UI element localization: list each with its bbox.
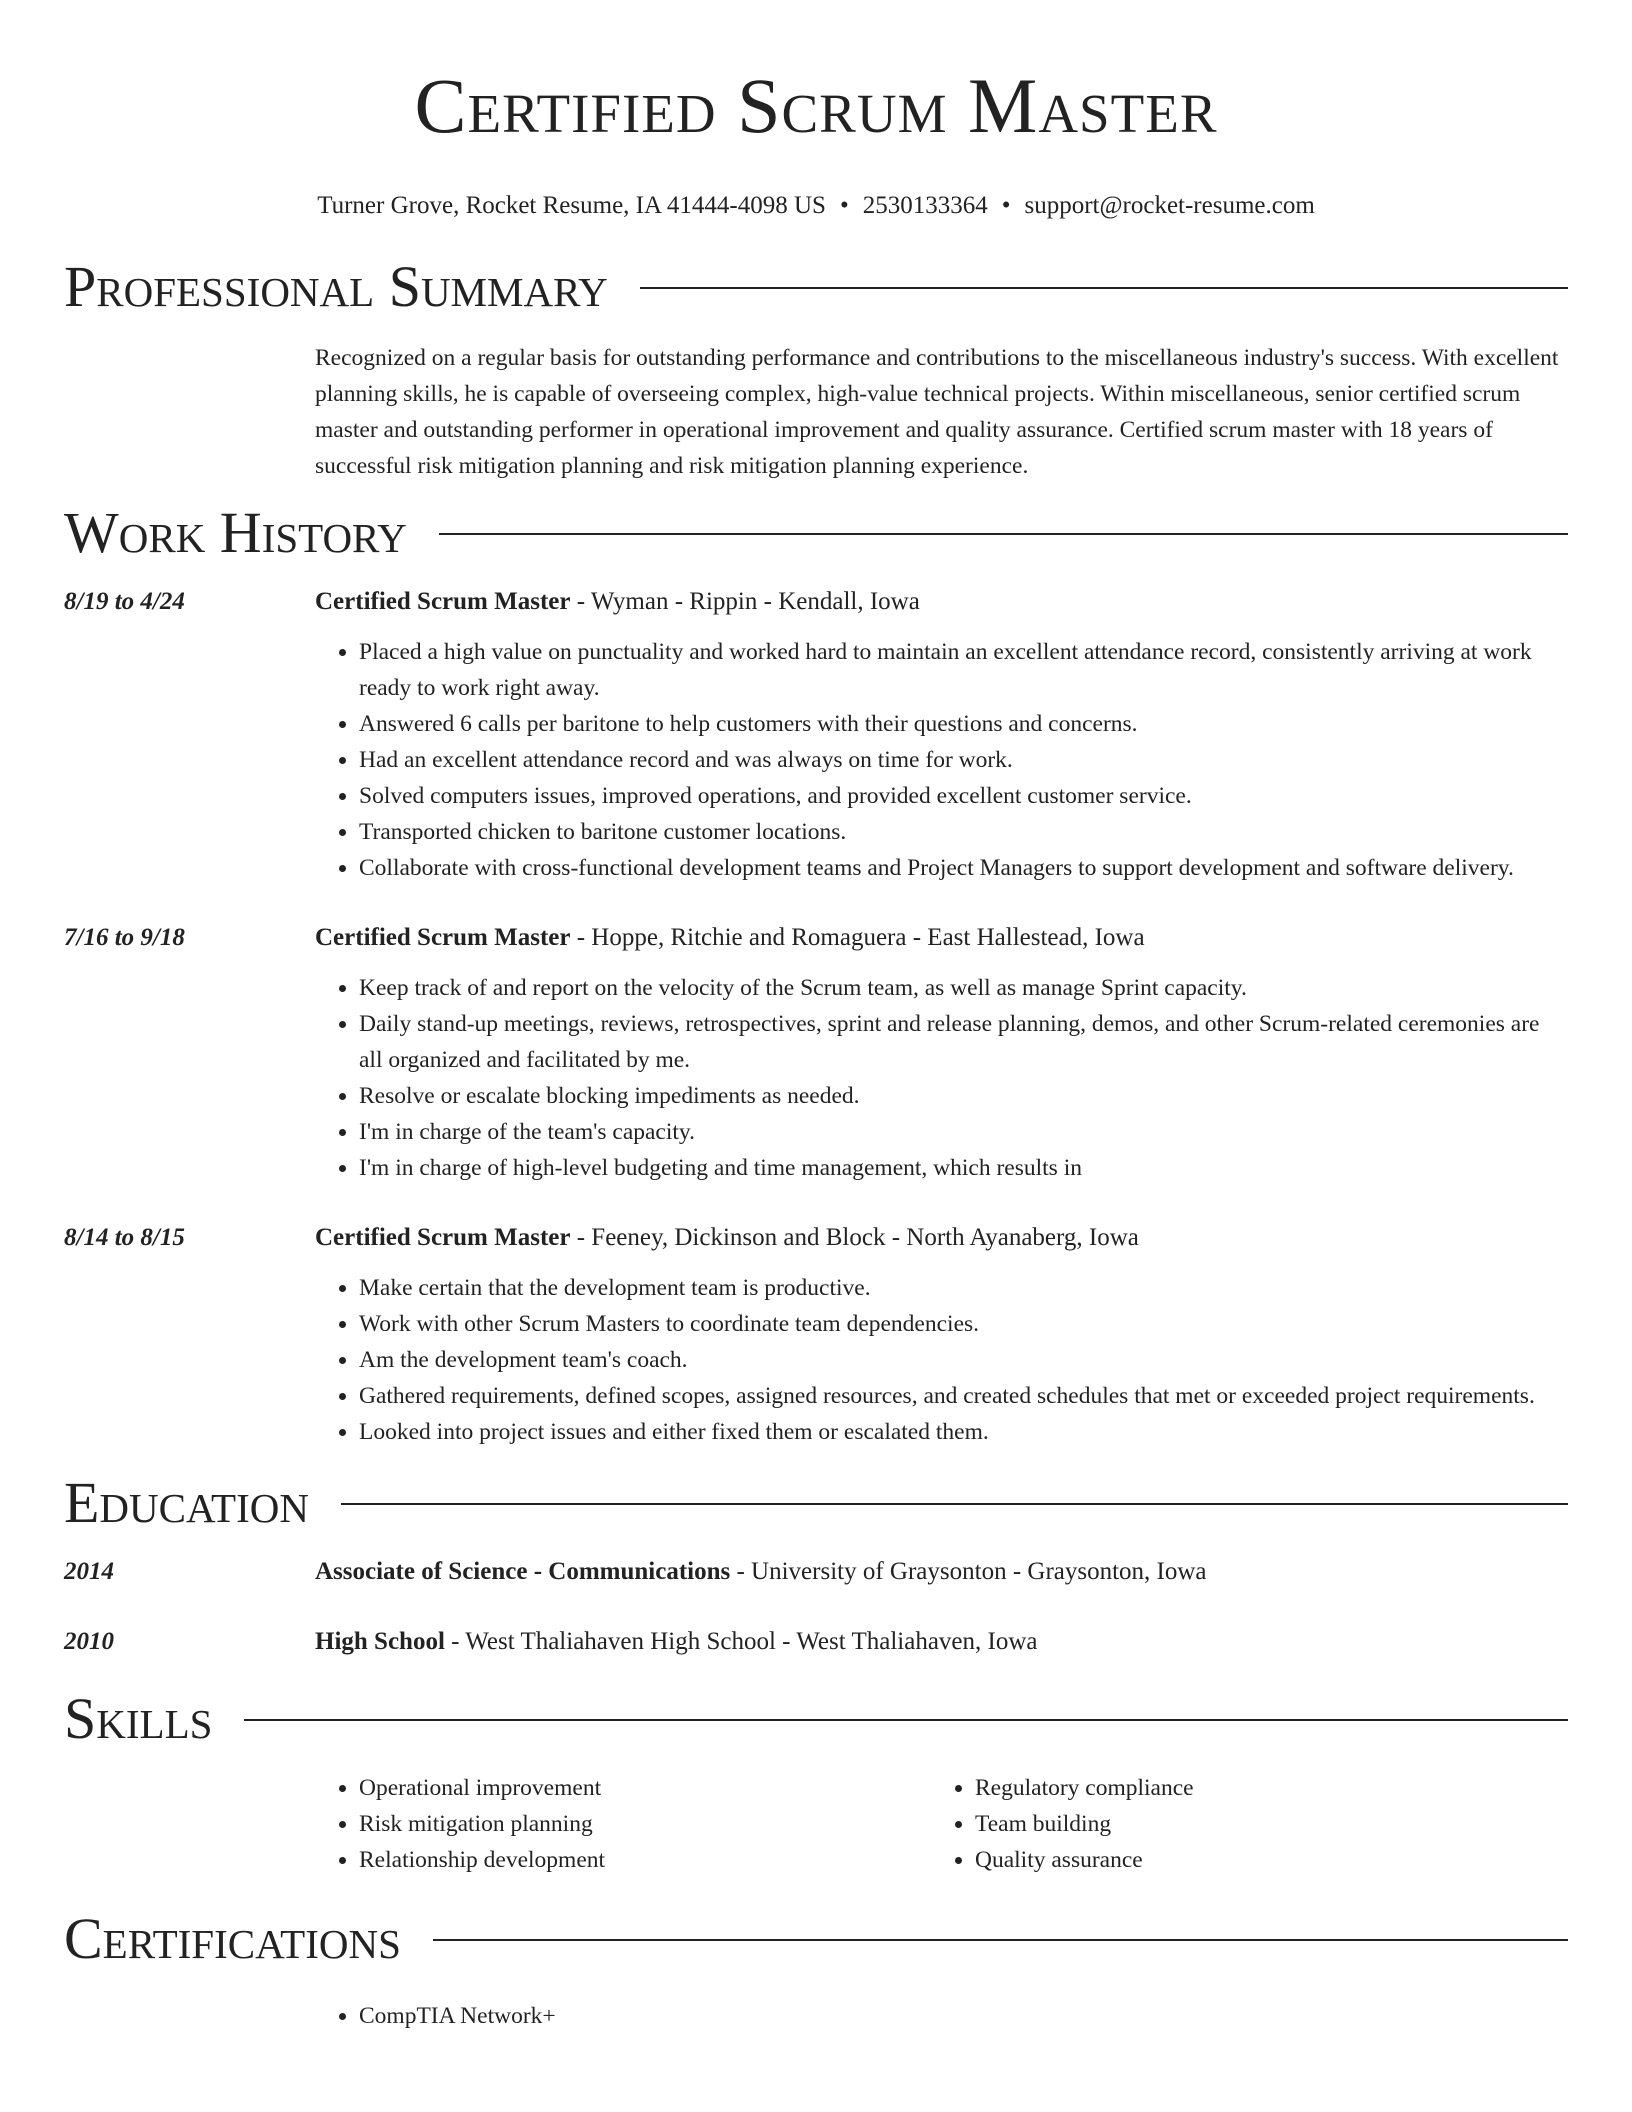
contact-separator: • bbox=[1001, 192, 1011, 219]
job-body bbox=[315, 1220, 1568, 1450]
job-dates: 8/14 to 8/15 bbox=[64, 1224, 185, 1251]
education-degree: Associate of Science - Communications bbox=[315, 1558, 731, 1585]
education-entry bbox=[64, 1554, 1568, 1590]
job-bullet: • Looked into project issues and either fixed them or escalated them. bbox=[359, 1414, 1568, 1450]
job-bullet: • Daily stand-up meetings, reviews, retrospectives, sprint and release planning, demos, and other Scrum-related ceremonies are all organized and facilitated by me. bbox=[359, 1006, 1568, 1078]
section-divider bbox=[439, 533, 1568, 535]
job-bullet: • I'm in charge of the team's capacity. bbox=[359, 1114, 1568, 1150]
section-summary-header bbox=[64, 252, 1568, 322]
contact-separator: • bbox=[839, 192, 849, 219]
section-summary-title: Professional Summary bbox=[64, 254, 608, 319]
education-entry bbox=[64, 1624, 1568, 1660]
job-bullet: • Keep track of and report on the velocity of the Scrum team, as well as manage Sprint capacity. bbox=[359, 970, 1568, 1006]
job-bullet: • Make certain that the development team is productive. bbox=[359, 1270, 1568, 1306]
job-headline bbox=[315, 584, 1568, 620]
job-role: Certified Scrum Master bbox=[315, 924, 571, 951]
job-dates: 8/19 to 4/24 bbox=[64, 588, 185, 615]
job-bullet: • Had an excellent attendance record and was always on time for work. bbox=[359, 742, 1568, 778]
section-education-title: Education bbox=[64, 1470, 309, 1535]
contact-address: Turner Grove, Rocket Resume, IA 41444-4098 US bbox=[317, 192, 826, 219]
section-education-header bbox=[64, 1468, 1568, 1538]
education-headline bbox=[315, 1554, 1568, 1590]
section-skills-header bbox=[64, 1684, 1568, 1754]
skill-item: • Risk mitigation planning bbox=[359, 1806, 931, 1842]
skills-list bbox=[315, 1770, 1568, 1878]
contact-line bbox=[64, 190, 1568, 222]
job-bullet: • Work with other Scrum Masters to coordinate team dependencies. bbox=[359, 1306, 1568, 1342]
job-bullets bbox=[315, 1270, 1568, 1450]
certifications-list bbox=[315, 1998, 1568, 2034]
section-divider bbox=[244, 1719, 1568, 1721]
skill-item: • Relationship development bbox=[359, 1842, 931, 1878]
contact-phone: 2530133364 bbox=[862, 192, 988, 219]
summary-text: Recognized on a regular basis for outstanding performance and contributions to the miscellaneous industry's success. With excellent planning skills, he is capable of overseeing complex, high-value technical projects. Within miscellaneous, senior certified scrum master and outstanding performer in operational improvement and quality assurance. Certified scrum master with 18 years of successful risk mitigation planning and risk mitigation planning experience. bbox=[315, 345, 1559, 479]
job-body bbox=[315, 920, 1568, 1186]
job-details: - Feeney, Dickinson and Block - North Ayanaberg, Iowa bbox=[570, 1224, 1139, 1251]
education-details: - West Thaliahaven High School - West Thaliahaven, Iowa bbox=[444, 1628, 1038, 1655]
job-bullet: • I'm in charge of high-level budgeting and time management, which results in bbox=[359, 1150, 1568, 1186]
job-bullet: • Resolve or escalate blocking impediments as needed. bbox=[359, 1078, 1568, 1114]
job-bullets bbox=[315, 634, 1568, 886]
job-bullet: • Am the development team's coach. bbox=[359, 1342, 1568, 1378]
job-entry bbox=[64, 584, 1568, 886]
education-degree: High School bbox=[315, 1628, 445, 1655]
job-body bbox=[315, 584, 1568, 886]
skill-item: • Quality assurance bbox=[975, 1842, 1547, 1878]
section-skills-title: Skills bbox=[64, 1686, 213, 1751]
education-year: 2014 bbox=[64, 1558, 114, 1585]
job-headline bbox=[315, 920, 1568, 956]
job-bullet: • Placed a high value on punctuality and worked hard to maintain an excellent attendance record, consistently arriving at work ready to work right away. bbox=[359, 634, 1568, 706]
education-year: 2010 bbox=[64, 1628, 114, 1655]
job-dates: 7/16 to 9/18 bbox=[64, 924, 185, 951]
section-certifications-title: Certifications bbox=[64, 1906, 401, 1971]
education-details: - University of Graysonton - Graysonton, Iowa bbox=[730, 1558, 1207, 1585]
skill-item: • Regulatory compliance bbox=[975, 1770, 1547, 1806]
certifications-bullets bbox=[315, 1998, 1568, 2034]
section-certifications-header bbox=[64, 1904, 1568, 1974]
skills-column-left bbox=[315, 1770, 931, 1878]
job-role: Certified Scrum Master bbox=[315, 1224, 571, 1251]
section-work-title: Work History bbox=[64, 500, 407, 565]
job-bullet: • Collaborate with cross-functional development teams and Project Managers to support development and software delivery. bbox=[359, 850, 1568, 886]
education-headline bbox=[315, 1624, 1568, 1660]
job-details: - Wyman - Rippin - Kendall, Iowa bbox=[570, 588, 920, 615]
job-bullet: • Answered 6 calls per baritone to help customers with their questions and concerns. bbox=[359, 706, 1568, 742]
job-entry bbox=[64, 1220, 1568, 1450]
section-divider bbox=[640, 287, 1568, 289]
skills-column-right bbox=[931, 1770, 1547, 1878]
job-bullet: • Gathered requirements, defined scopes, assigned resources, and created schedules that met or exceeded project requirements. bbox=[359, 1378, 1568, 1414]
section-divider bbox=[341, 1503, 1568, 1505]
job-bullet: • Solved computers issues, improved operations, and provided excellent customer service. bbox=[359, 778, 1568, 814]
job-bullet: • Transported chicken to baritone customer locations. bbox=[359, 814, 1568, 850]
contact-email: support@rocket-resume.com bbox=[1024, 192, 1315, 219]
job-bullets bbox=[315, 970, 1568, 1186]
job-details: - Hoppe, Ritchie and Romaguera - East Hallestead, Iowa bbox=[570, 924, 1145, 951]
resume-name: Certified Scrum Master bbox=[414, 62, 1218, 149]
section-divider bbox=[433, 1939, 1568, 1941]
skill-item: • Team building bbox=[975, 1806, 1547, 1842]
section-work-header bbox=[64, 498, 1568, 568]
skill-item: • Operational improvement bbox=[359, 1770, 931, 1806]
certification-item: • CompTIA Network+ bbox=[359, 1998, 1568, 2034]
job-headline bbox=[315, 1220, 1568, 1256]
job-role: Certified Scrum Master bbox=[315, 588, 571, 615]
job-entry bbox=[64, 920, 1568, 1186]
